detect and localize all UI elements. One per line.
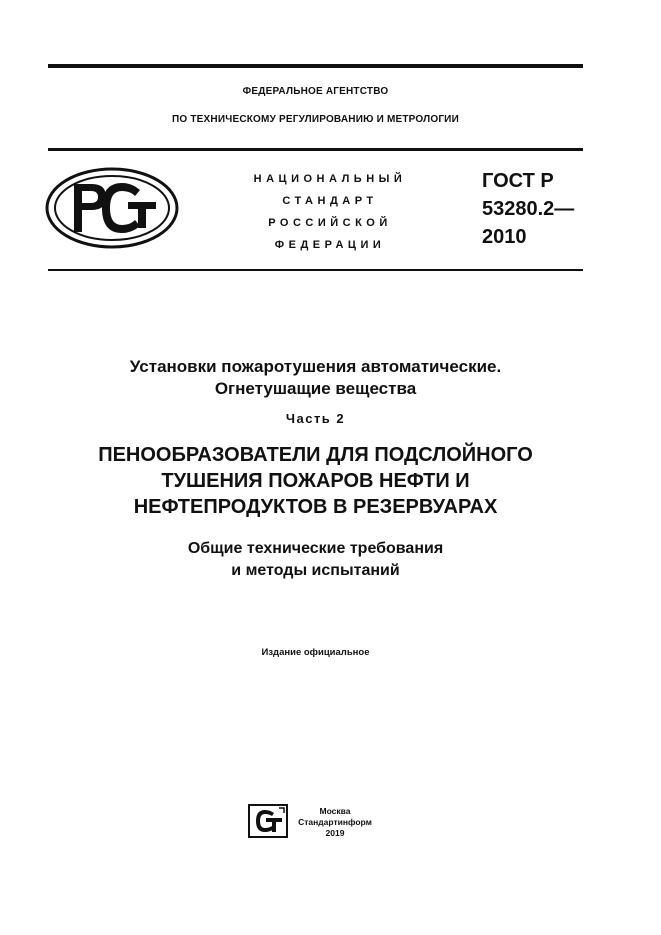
national-line-2: СТАНДАРТ — [282, 195, 378, 207]
agency-line-2: ПО ТЕХНИЧЕСКОМУ РЕГУЛИРОВАНИЮ И МЕТРОЛОГИИ — [172, 114, 459, 125]
national-line-4: ФЕДЕРАЦИИ — [274, 239, 386, 251]
gost-line-3: 2010 — [482, 226, 527, 248]
main-title — [48, 442, 583, 520]
national-standard-block — [230, 168, 430, 256]
publisher-name: Стандартинформ — [298, 817, 372, 827]
national-line-1: НАЦИОНАЛЬНЫЙ — [253, 173, 407, 185]
top-rule — [48, 64, 583, 68]
main-title-line-1: ПЕНООБРАЗОВАТЕЛИ ДЛЯ ПОДСЛОЙНОГО — [98, 444, 533, 466]
title-line-2: Огнетушащие вещества — [214, 379, 417, 398]
main-title-line-2: ТУШЕНИЯ ПОЖАРОВ НЕФТИ И — [161, 470, 470, 492]
main-title-line-3: НЕФТЕПРОДУКТОВ В РЕЗЕРВУАРАХ — [133, 496, 498, 518]
rst-logo-icon — [44, 166, 180, 250]
standartinform-logo-icon — [248, 804, 288, 838]
publisher-year: 2019 — [325, 828, 345, 838]
publisher-city: Москва — [319, 806, 351, 816]
standard-rule — [48, 269, 583, 271]
title-block — [48, 356, 583, 400]
subtitle-line-1: Общие технические требования — [187, 540, 444, 557]
gost-line-2: 53280.2— — [482, 198, 575, 220]
edition-label: Издание официальное — [261, 647, 370, 658]
publisher-block — [290, 806, 380, 839]
part-label: Часть 2 — [285, 411, 346, 426]
subtitle-line-2: и методы испытаний — [231, 562, 400, 579]
national-line-3: РОССИЙСКОЙ — [268, 217, 392, 229]
gost-designation — [482, 167, 592, 251]
header-rule — [48, 148, 583, 151]
title-line-1: Установки пожаротушения автоматические. — [129, 357, 502, 376]
subtitle — [48, 538, 583, 582]
gost-line-1: ГОСТ Р — [482, 170, 554, 192]
agency-line-1: ФЕДЕРАЛЬНОЕ АГЕНТСТВО — [242, 86, 389, 97]
